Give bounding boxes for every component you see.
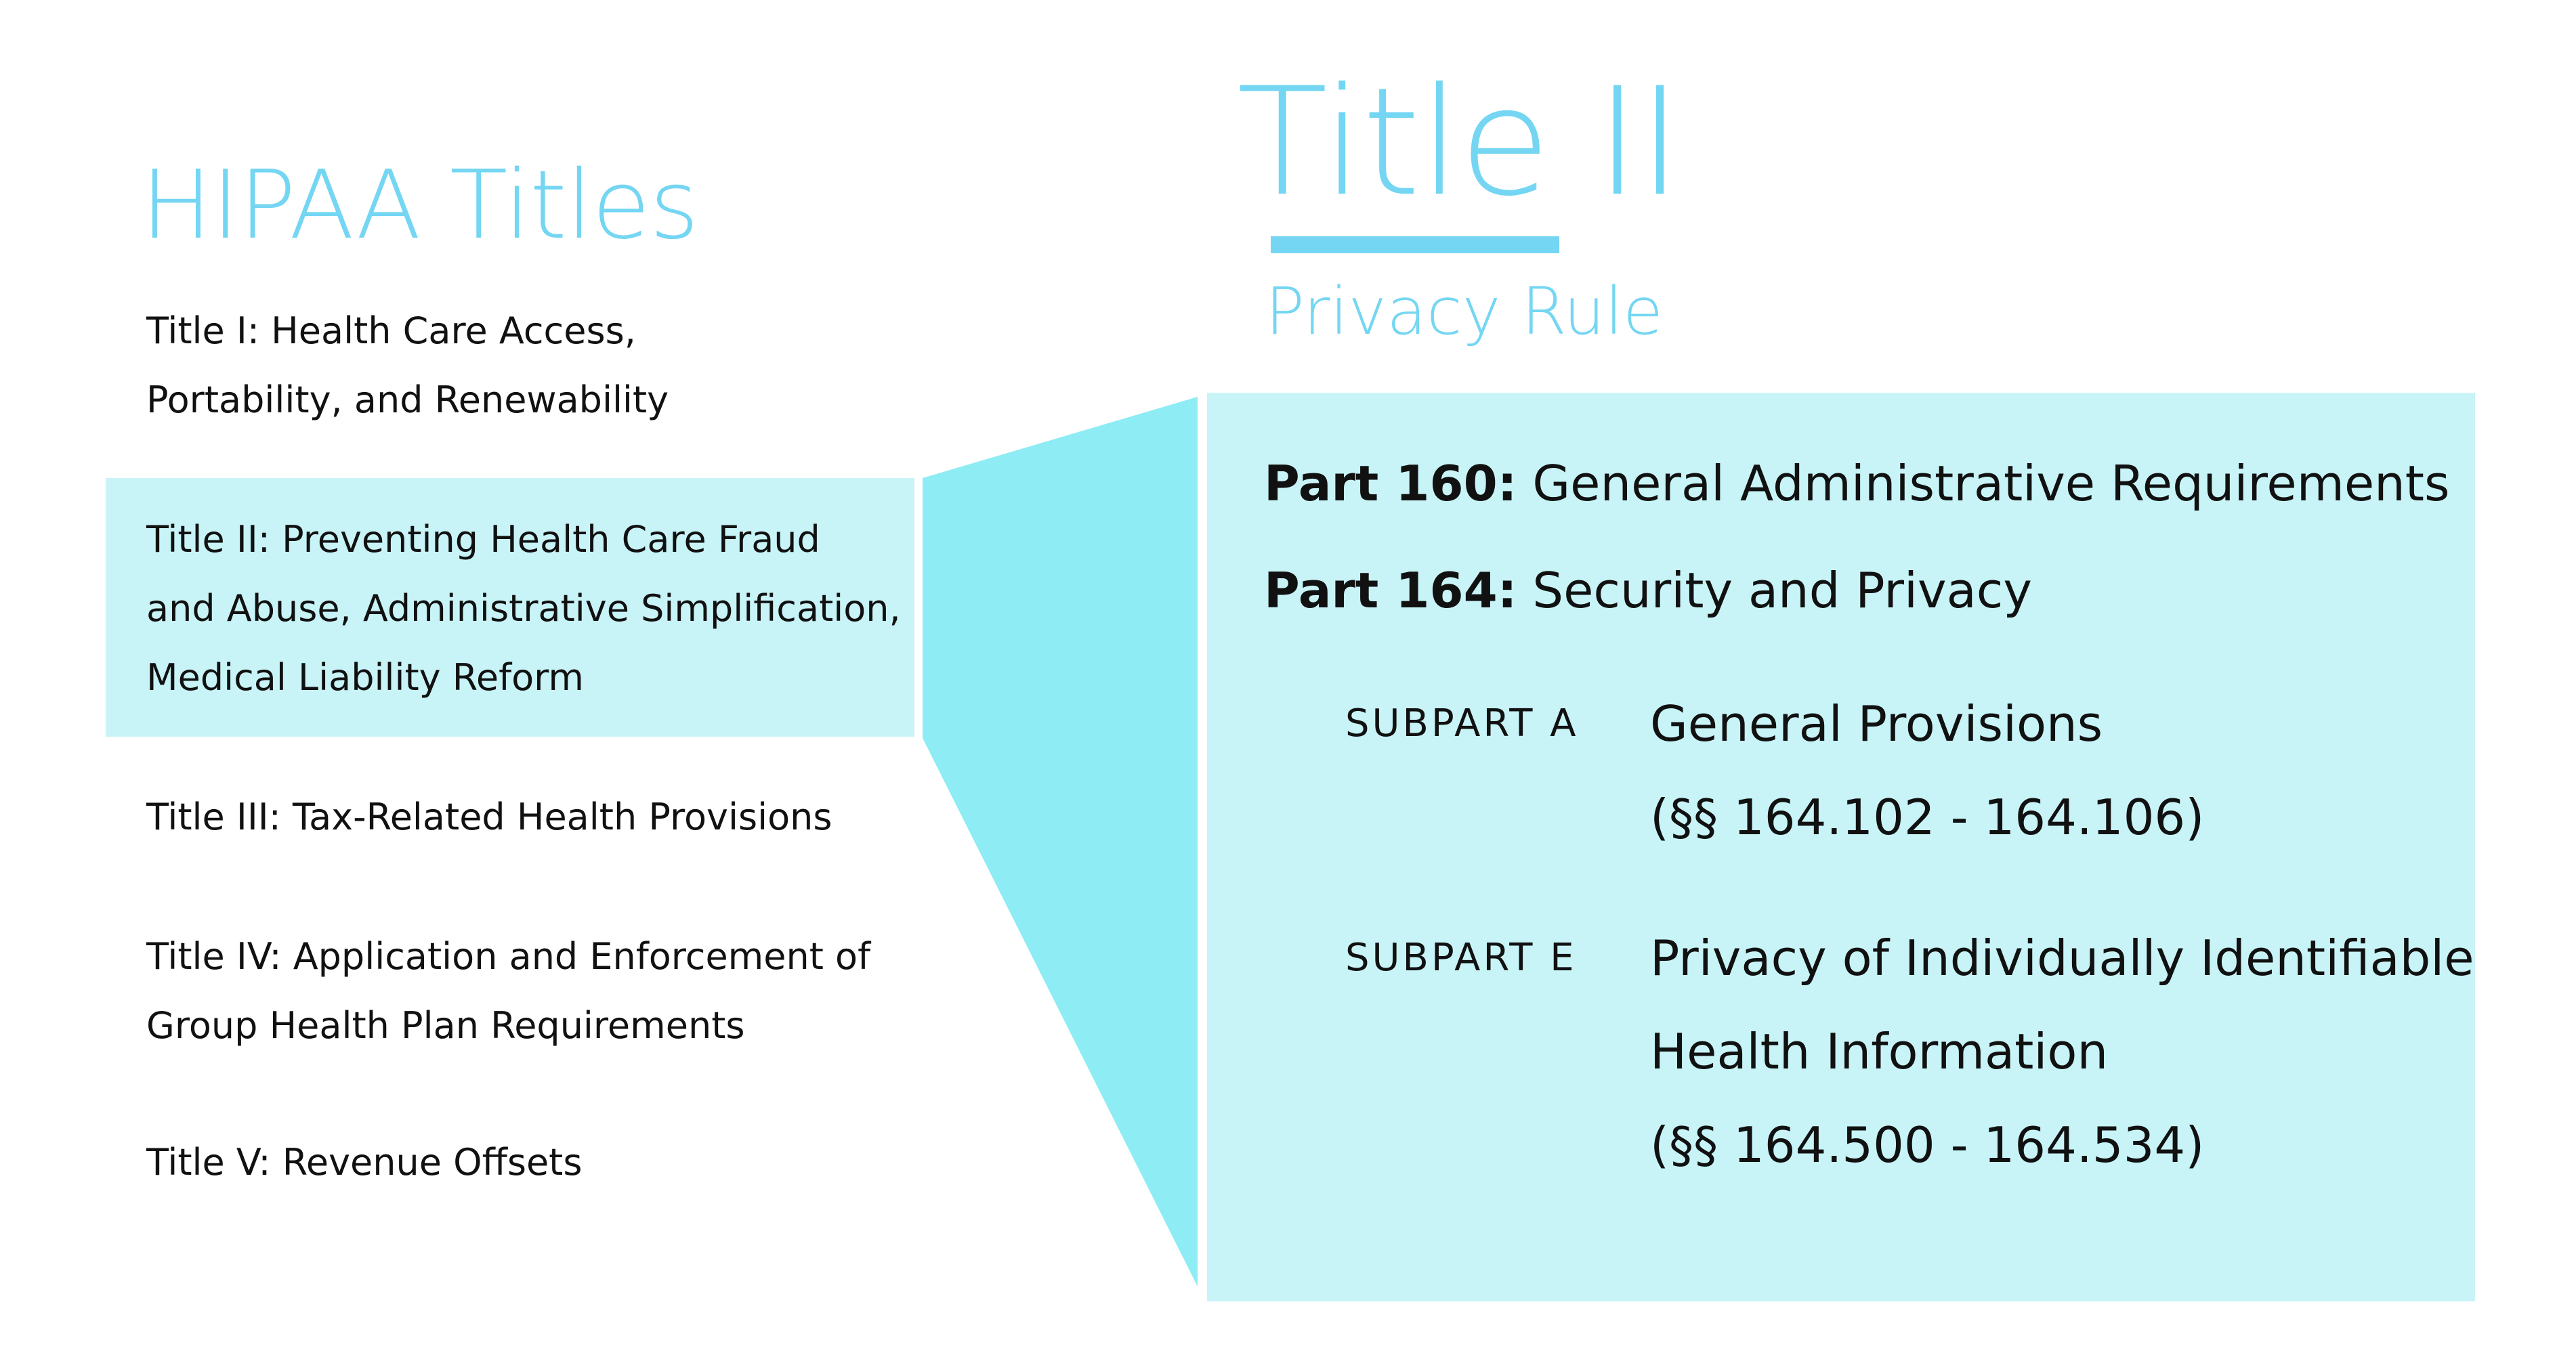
title-item-line: and Abuse, Administrative Simplification,	[146, 587, 901, 630]
title-item-4	[146, 922, 870, 1060]
title-item-line: Title III: Tax-Related Health Provisions	[146, 796, 832, 838]
title-item-line: Medical Liability Reform	[146, 656, 585, 699]
part-164-line	[1264, 562, 2032, 619]
part-name: General Administrative Requirements	[1517, 455, 2450, 512]
right-subheading: Privacy Rule	[1265, 274, 1664, 349]
title-item-line: Title I: Health Care Access,	[146, 309, 636, 352]
subpart-e-label: SUBPART E	[1345, 936, 1577, 980]
title-item-line: Title IV: Application and Enforcement of	[146, 935, 871, 978]
subpart-desc-line: Privacy of Individually Identifiable	[1650, 930, 2474, 987]
subpart-a-label: SUBPART A	[1345, 701, 1579, 746]
title-item-line: Title V: Revenue Offsets	[146, 1141, 583, 1184]
connector-polygon	[923, 397, 1198, 1287]
part-name: Security and Privacy	[1517, 562, 2032, 619]
title-item-1	[146, 297, 669, 435]
title-item-5	[146, 1128, 583, 1197]
title-item-line: Title II: Preventing Health Care Fraud	[146, 518, 820, 561]
subpart-desc-line: Health Information	[1650, 1023, 2109, 1080]
subpart-e-description	[1650, 911, 2474, 1192]
right-heading: Title II	[1237, 56, 1681, 229]
heading-underline	[1271, 236, 1559, 253]
left-heading: HIPAA Titles	[141, 150, 698, 261]
title-item-line: Portability, and Renewability	[146, 379, 669, 421]
part-number: Part 160:	[1264, 455, 1517, 512]
subpart-desc-line: (§§ 164.102 - 164.106)	[1650, 789, 2205, 846]
subpart-desc-line: (§§ 164.500 - 164.534)	[1650, 1117, 2205, 1173]
part-160-line	[1264, 455, 2450, 512]
subpart-a-description	[1650, 677, 2204, 864]
subpart-desc-line: General Provisions	[1650, 695, 2103, 752]
part-number: Part 164:	[1264, 562, 1517, 619]
title-item-3	[146, 783, 832, 852]
title-item-line: Group Health Plan Requirements	[146, 1004, 745, 1047]
title-item-2	[146, 505, 901, 712]
